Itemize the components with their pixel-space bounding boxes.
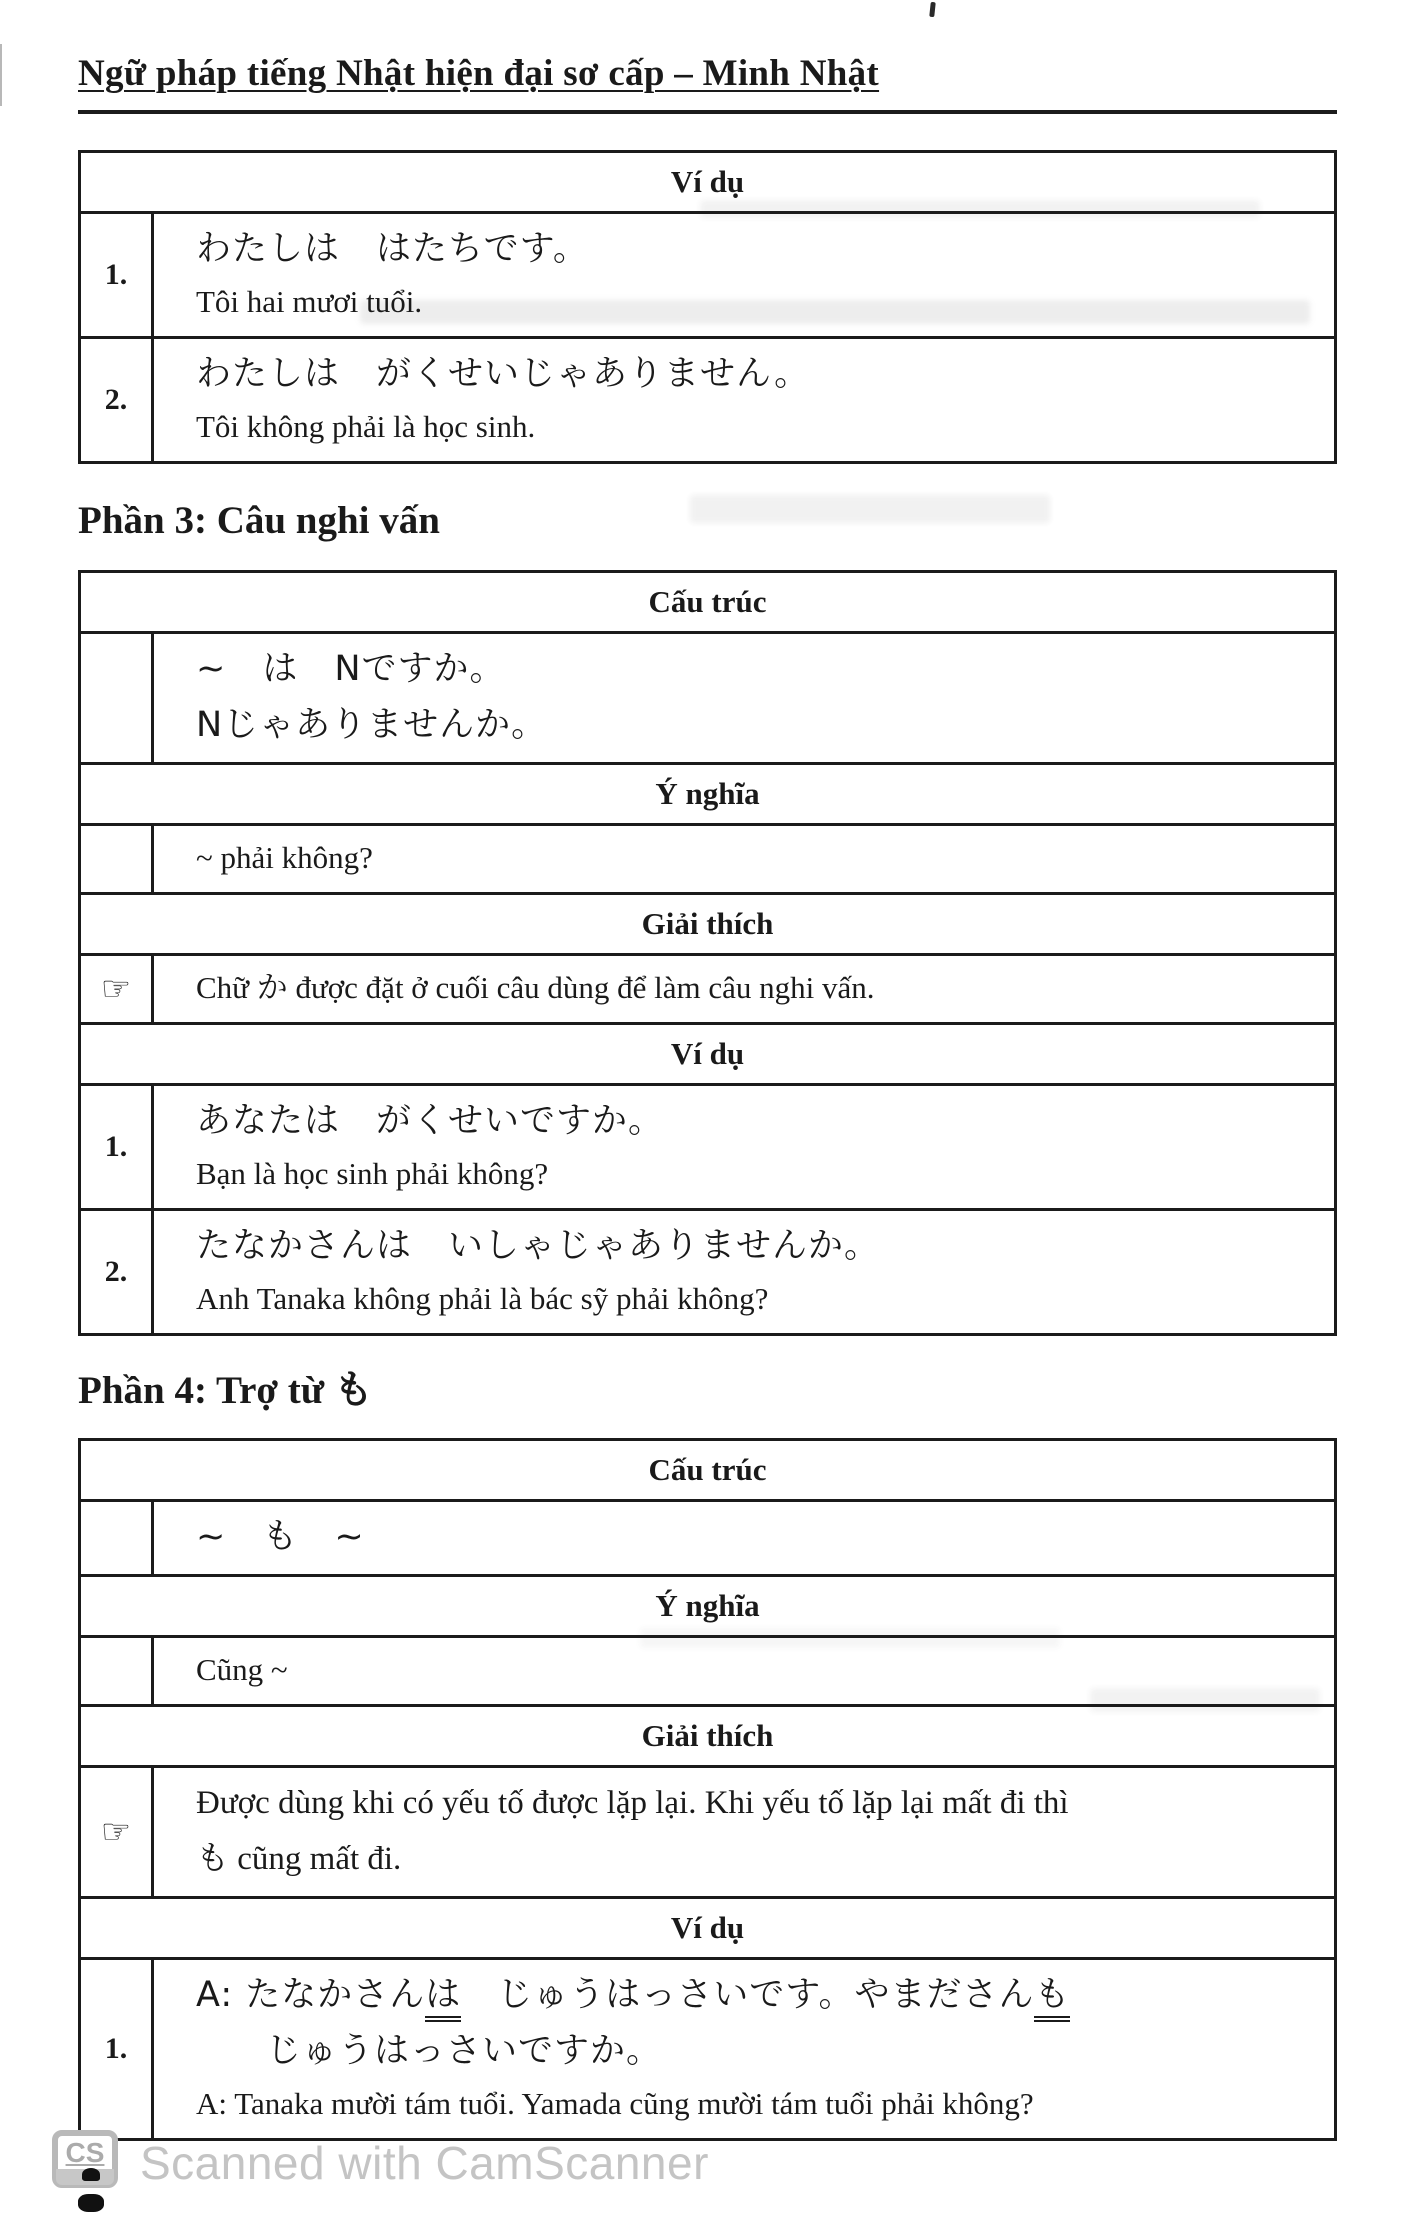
band-header-meaning: Ý nghĩa	[81, 765, 1334, 826]
table-row	[81, 1211, 1334, 1333]
row-number: 1.	[81, 1960, 154, 2138]
japanese-sentence: わたしは がくせいじゃありません。	[196, 354, 811, 394]
page-title: Ngữ pháp tiếng Nhật hiện đại sơ cấp – Minh Nhật	[78, 53, 880, 94]
row-content	[154, 1768, 1334, 1896]
japanese-sentence: わたしは はたちです。	[196, 229, 589, 269]
table-row	[81, 1086, 1334, 1211]
row-content	[154, 214, 1334, 336]
row-number: 1.	[81, 1086, 154, 1208]
page-number-artifact	[78, 2194, 104, 2212]
row-number-empty	[81, 634, 154, 762]
row-content	[154, 1638, 1334, 1704]
row-number: 1.	[81, 214, 154, 336]
jp-text: A: たなかさん	[196, 1975, 426, 2015]
row-number: 2.	[81, 339, 154, 461]
row-content	[154, 634, 1334, 762]
row-content	[154, 826, 1334, 892]
structure-pattern-line: ~ も ~	[196, 1517, 365, 1557]
row-content	[154, 1086, 1334, 1208]
camscanner-watermark: Scanned with CamScanner	[140, 2137, 709, 2189]
vietnamese-translation: A: Tanaka mười tám tuổi. Yamada cũng mười tám tuổi phải không?	[196, 2086, 1034, 2121]
row-number-empty	[81, 826, 154, 892]
camscanner-footer	[0, 2126, 1408, 2236]
structure-pattern-line: Nじゃありませんか。	[196, 705, 548, 745]
meaning-text: Cũng ~	[196, 1652, 288, 1687]
explanation-row	[81, 956, 1334, 1025]
row-content	[154, 956, 1334, 1022]
meaning-text: ~ phải không?	[196, 840, 373, 875]
meaning-row	[81, 1638, 1334, 1707]
camscanner-logo-text: CS	[65, 2137, 105, 2168]
table-row	[81, 214, 1334, 339]
meaning-row	[81, 826, 1334, 895]
structure-row	[81, 634, 1334, 765]
row-number-empty	[81, 1638, 154, 1704]
table-row	[81, 339, 1334, 461]
vietnamese-translation: Tôi hai mươi tuổi.	[196, 284, 423, 319]
band-header-explanation: Giải thích	[81, 895, 1334, 956]
vietnamese-translation: Anh Tanaka không phải là bác sỹ phải không?	[196, 1281, 769, 1316]
japanese-sentence-line2: じゅうはっさいですか。	[266, 2031, 663, 2071]
table-row	[81, 1960, 1334, 2138]
pointing-finger-icon: ☞	[81, 956, 154, 1022]
pointing-finger-icon: ☞	[81, 1768, 154, 1896]
band-header-example: Ví dụ	[81, 153, 1334, 214]
band-header-structure: Cấu trúc	[81, 1441, 1334, 1502]
japanese-sentence: あなたは がくせいですか。	[196, 1101, 665, 1141]
explanation-text: Chữ か được đặt ở cuối câu dùng để làm câu nghi vấn.	[196, 970, 875, 1005]
japanese-sentence-line1	[196, 1972, 1312, 2018]
band-header-example: Ví dụ	[81, 1025, 1334, 1086]
section-heading-part3: Phần 3: Câu nghi vấn	[78, 499, 440, 542]
band-header-meaning: Ý nghĩa	[81, 1577, 1334, 1638]
page-number-artifact	[82, 2168, 100, 2181]
structure-pattern-line: ~ は Nですか。	[196, 649, 506, 689]
band-header-example: Ví dụ	[81, 1899, 1334, 1960]
explanation-text-line: も cũng mất đi.	[196, 1841, 402, 1877]
band-header-structure: Cấu trúc	[81, 573, 1334, 634]
band-header-explanation: Giải thích	[81, 1707, 1334, 1768]
underlined-particle-wa: は	[425, 1975, 461, 2022]
row-content	[154, 1211, 1334, 1333]
underlined-particle-mo: も	[1034, 1975, 1070, 2022]
vietnamese-translation: Tôi không phải là học sinh.	[196, 409, 536, 444]
page-content	[78, 0, 1337, 2141]
vietnamese-translation: Bạn là học sinh phải không?	[196, 1156, 549, 1191]
page-header	[78, 50, 1337, 114]
explanation-row	[81, 1768, 1334, 1899]
example-table-section2	[78, 150, 1337, 464]
section-heading-part4: Phần 4: Trợ từ も	[78, 1369, 373, 1412]
grammar-table-part4	[78, 1438, 1337, 2141]
scan-edge-artifact	[0, 44, 2, 106]
row-content	[154, 1960, 1334, 2138]
japanese-sentence: たなかさんは いしゃじゃありませんか。	[196, 1226, 881, 1266]
row-content	[154, 1502, 1334, 1574]
structure-row	[81, 1502, 1334, 1577]
grammar-table-part3	[78, 570, 1337, 1336]
explanation-text-line: Được dùng khi có yếu tố được lặp lại. Khi yếu tố lặp lại mất đi thì	[196, 1785, 1069, 1821]
row-number: 2.	[81, 1211, 154, 1333]
jp-text: じゅうはっさいです。やまださん	[461, 1975, 1035, 2015]
row-number-empty	[81, 1502, 154, 1574]
row-content	[154, 339, 1334, 461]
